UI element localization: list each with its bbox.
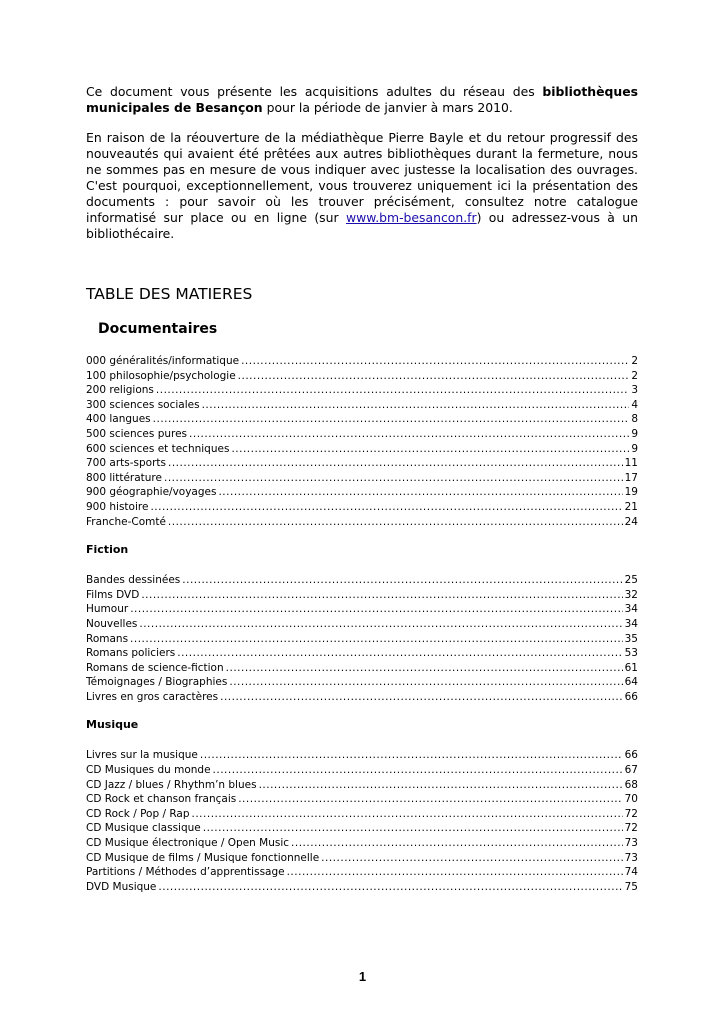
toc-entry-page: 53 <box>624 647 638 660</box>
toc-leader-dots <box>192 807 623 822</box>
toc-leader-dots <box>218 485 622 500</box>
toc-entry-page: 34 <box>624 603 638 616</box>
toc-entry-label: 600 sciences et techniques <box>86 442 230 455</box>
toc-entry-page: 72 <box>624 807 638 820</box>
toc-list-fiction <box>86 573 638 704</box>
toc-leader-dots <box>231 442 629 457</box>
page-number: 1 <box>358 969 367 984</box>
toc-title: TABLE DES MATIERES <box>86 285 253 303</box>
toc-leader-dots <box>168 515 623 530</box>
toc-entry[interactable] <box>86 471 638 486</box>
toc-entry-page: 68 <box>624 778 638 791</box>
section-heading-documentaires: Documentaires <box>98 321 218 337</box>
toc-entry-label: DVD Musique <box>86 880 157 893</box>
toc-entry[interactable] <box>86 602 638 617</box>
toc-entry-page: 73 <box>624 851 638 864</box>
toc-leader-dots <box>130 632 623 647</box>
toc-entry[interactable] <box>86 617 638 632</box>
toc-leader-dots <box>203 821 623 836</box>
toc-entry[interactable] <box>86 748 638 763</box>
toc-leader-dots <box>220 690 623 705</box>
toc-entry-page: 61 <box>624 661 638 674</box>
toc-leader-dots <box>200 748 623 763</box>
toc-entry-page: 67 <box>624 764 638 777</box>
toc-entry-page: 70 <box>624 793 638 806</box>
toc-list-musique <box>86 748 638 894</box>
toc-entry-page: 64 <box>624 676 638 689</box>
toc-entry-label: Romans de science-fiction <box>86 661 224 674</box>
toc-entry-page: 21 <box>624 500 638 513</box>
toc-entry-label: Nouvelles <box>86 617 138 630</box>
toc-entry-label: 000 généralités/informatique <box>86 355 240 367</box>
toc-entry-label: CD Rock et chanson français <box>86 793 237 806</box>
toc-entry-label: Partitions / Méthodes d’apprentissage <box>86 866 285 879</box>
toc-entry[interactable] <box>86 588 638 603</box>
toc-entry-page: 2 <box>631 355 638 367</box>
toc-entry[interactable] <box>86 632 638 647</box>
toc-entry[interactable] <box>86 442 638 457</box>
intro-paragraph-1 <box>86 84 638 116</box>
toc-entry-label: 100 philosophie/psychologie <box>86 369 236 382</box>
toc-entry[interactable] <box>86 792 638 807</box>
toc-entry-page: 19 <box>624 486 638 499</box>
toc-entry[interactable] <box>86 485 638 500</box>
toc-entry[interactable] <box>86 690 638 705</box>
toc-leader-dots <box>287 865 623 880</box>
toc-entry[interactable] <box>86 398 638 413</box>
toc-entry-page: 72 <box>624 822 638 835</box>
toc-entry-page: 9 <box>631 427 638 440</box>
toc-entry[interactable] <box>86 778 638 793</box>
toc-entry-label: Bandes dessinées <box>86 574 181 587</box>
section-heading-fiction: Fiction <box>86 543 129 557</box>
toc-entry[interactable] <box>86 821 638 836</box>
toc-leader-dots <box>150 500 622 515</box>
toc-entry[interactable] <box>86 354 638 369</box>
toc-leader-dots <box>213 763 623 778</box>
toc-leader-dots <box>229 675 622 690</box>
toc-entry-label: CD Rock / Pop / Rap <box>86 807 190 820</box>
toc-entry-label: Livres en gros caractères <box>86 690 219 703</box>
section-heading-musique: Musique <box>86 718 139 732</box>
toc-entry-label: 500 sciences pures <box>86 427 188 440</box>
toc-entry-page: 2 <box>631 369 638 382</box>
toc-leader-dots <box>158 880 622 895</box>
toc-entry[interactable] <box>86 500 638 515</box>
toc-entry-page: 24 <box>624 515 638 528</box>
toc-entry-label: 900 histoire <box>86 500 149 513</box>
toc-entry-page: 25 <box>624 574 638 587</box>
toc-entry-page: 66 <box>624 749 638 762</box>
toc-entry[interactable] <box>86 865 638 880</box>
toc-entry[interactable] <box>86 456 638 471</box>
toc-entry-page: 35 <box>624 632 638 645</box>
toc-leader-dots <box>291 836 623 851</box>
toc-entry[interactable] <box>86 427 638 442</box>
toc-entry-page: 74 <box>624 866 638 879</box>
toc-leader-dots <box>321 851 622 866</box>
toc-entry[interactable] <box>86 369 638 384</box>
toc-entry-page: 17 <box>624 471 638 484</box>
toc-entry[interactable] <box>86 836 638 851</box>
toc-entry-label: CD Musique classique <box>86 822 201 835</box>
toc-entry-label: Franche-Comté <box>86 515 166 528</box>
toc-entry-label: 200 religions <box>86 384 154 397</box>
toc-entry-label: Témoignages / Biographies <box>86 676 228 689</box>
toc-entry[interactable] <box>86 763 638 778</box>
toc-entry-label: 400 langues <box>86 413 151 426</box>
toc-entry-page: 34 <box>624 617 638 630</box>
intro-text: En raison de la réouverture de la médiathèque Pierre Bayle et du retour progressif des nouveautés qui avaient été prêtées aux autres bibliothèques durant la fermeture, nous ne sommes pas en mesure de vous indiquer avec justesse la localisation des ouvrages. C'est pourquoi, exceptionnellement, vous trouverez uniquement ici la présentation des documents : pour savoir où les trouver précisément, consultez notre catalogue informatisé sur place ou en ligne (sur <box>86 130 638 225</box>
toc-entry-label: CD Musique électronique / Open Music <box>86 837 290 850</box>
toc-entry-label: Romans policiers <box>86 647 176 660</box>
toc-leader-dots <box>202 398 630 413</box>
toc-entry-page: 4 <box>631 398 638 411</box>
toc-entry[interactable] <box>86 675 638 690</box>
toc-entry-page: 3 <box>631 384 638 397</box>
toc-leader-dots <box>156 383 629 398</box>
toc-leader-dots <box>153 412 630 427</box>
toc-entry[interactable] <box>86 573 638 588</box>
toc-leader-dots <box>189 427 629 442</box>
toc-entry[interactable] <box>86 661 638 676</box>
toc-entry-label: Livres sur la musique <box>86 749 198 762</box>
toc-entry-label: 900 géographie/voyages <box>86 486 217 499</box>
toc-entry-label: Romans <box>86 632 129 645</box>
intro-text: Ce document vous présente les acquisitions adultes du réseau des <box>86 84 543 99</box>
toc-leader-dots <box>182 573 622 588</box>
intro-paragraph-2 <box>86 130 638 242</box>
toc-entry[interactable] <box>86 515 638 530</box>
toc-entry-page: 9 <box>631 442 638 455</box>
toc-leader-dots <box>168 456 623 471</box>
toc-entry-label: CD Jazz / blues / Rhythm’n blues <box>86 778 257 791</box>
intro-text-end: ) ou adressez-vous à un bibliothécaire. <box>86 210 638 241</box>
website-link[interactable]: www.bm-besancon.fr <box>345 210 477 225</box>
toc-leader-dots <box>241 354 629 369</box>
toc-list-documentaires <box>86 354 638 529</box>
toc-entry-page: 32 <box>624 588 638 601</box>
toc-entry[interactable] <box>86 880 638 895</box>
toc-leader-dots <box>139 617 622 632</box>
toc-entry-label: CD Musiques du monde <box>86 764 211 777</box>
toc-entry[interactable] <box>86 383 638 398</box>
toc-leader-dots <box>177 646 622 661</box>
toc-entry-label: Humour <box>86 603 129 616</box>
toc-leader-dots <box>238 792 622 807</box>
toc-entry[interactable] <box>86 851 638 866</box>
toc-entry[interactable] <box>86 412 638 427</box>
toc-leader-dots <box>238 369 630 384</box>
toc-leader-dots <box>141 588 622 603</box>
toc-leader-dots <box>130 602 622 617</box>
toc-entry[interactable] <box>86 807 638 822</box>
toc-leader-dots <box>226 661 623 676</box>
toc-entry-label: 300 sciences sociales <box>86 398 200 411</box>
toc-entry-label: Films DVD <box>86 588 140 601</box>
document-page <box>86 84 638 894</box>
toc-entry-page: 66 <box>624 690 638 703</box>
intro-text-end: pour la période de janvier à mars 2010. <box>262 100 513 115</box>
toc-leader-dots <box>164 471 623 486</box>
toc-entry-label: 700 arts-sports <box>86 457 166 470</box>
toc-entry-page: 8 <box>631 413 638 426</box>
toc-leader-dots <box>259 778 623 793</box>
toc-entry-page: 11 <box>624 457 638 470</box>
toc-entry-page: 73 <box>624 837 638 850</box>
toc-entry-label: CD Musique de films / Musique fonctionnelle <box>86 851 320 864</box>
toc-entry[interactable] <box>86 646 638 661</box>
intro-bold-text: bibliothèques municipales de Besançon <box>86 84 638 115</box>
toc-entry-page: 75 <box>624 880 638 893</box>
toc-entry-label: 800 littérature <box>86 471 162 484</box>
